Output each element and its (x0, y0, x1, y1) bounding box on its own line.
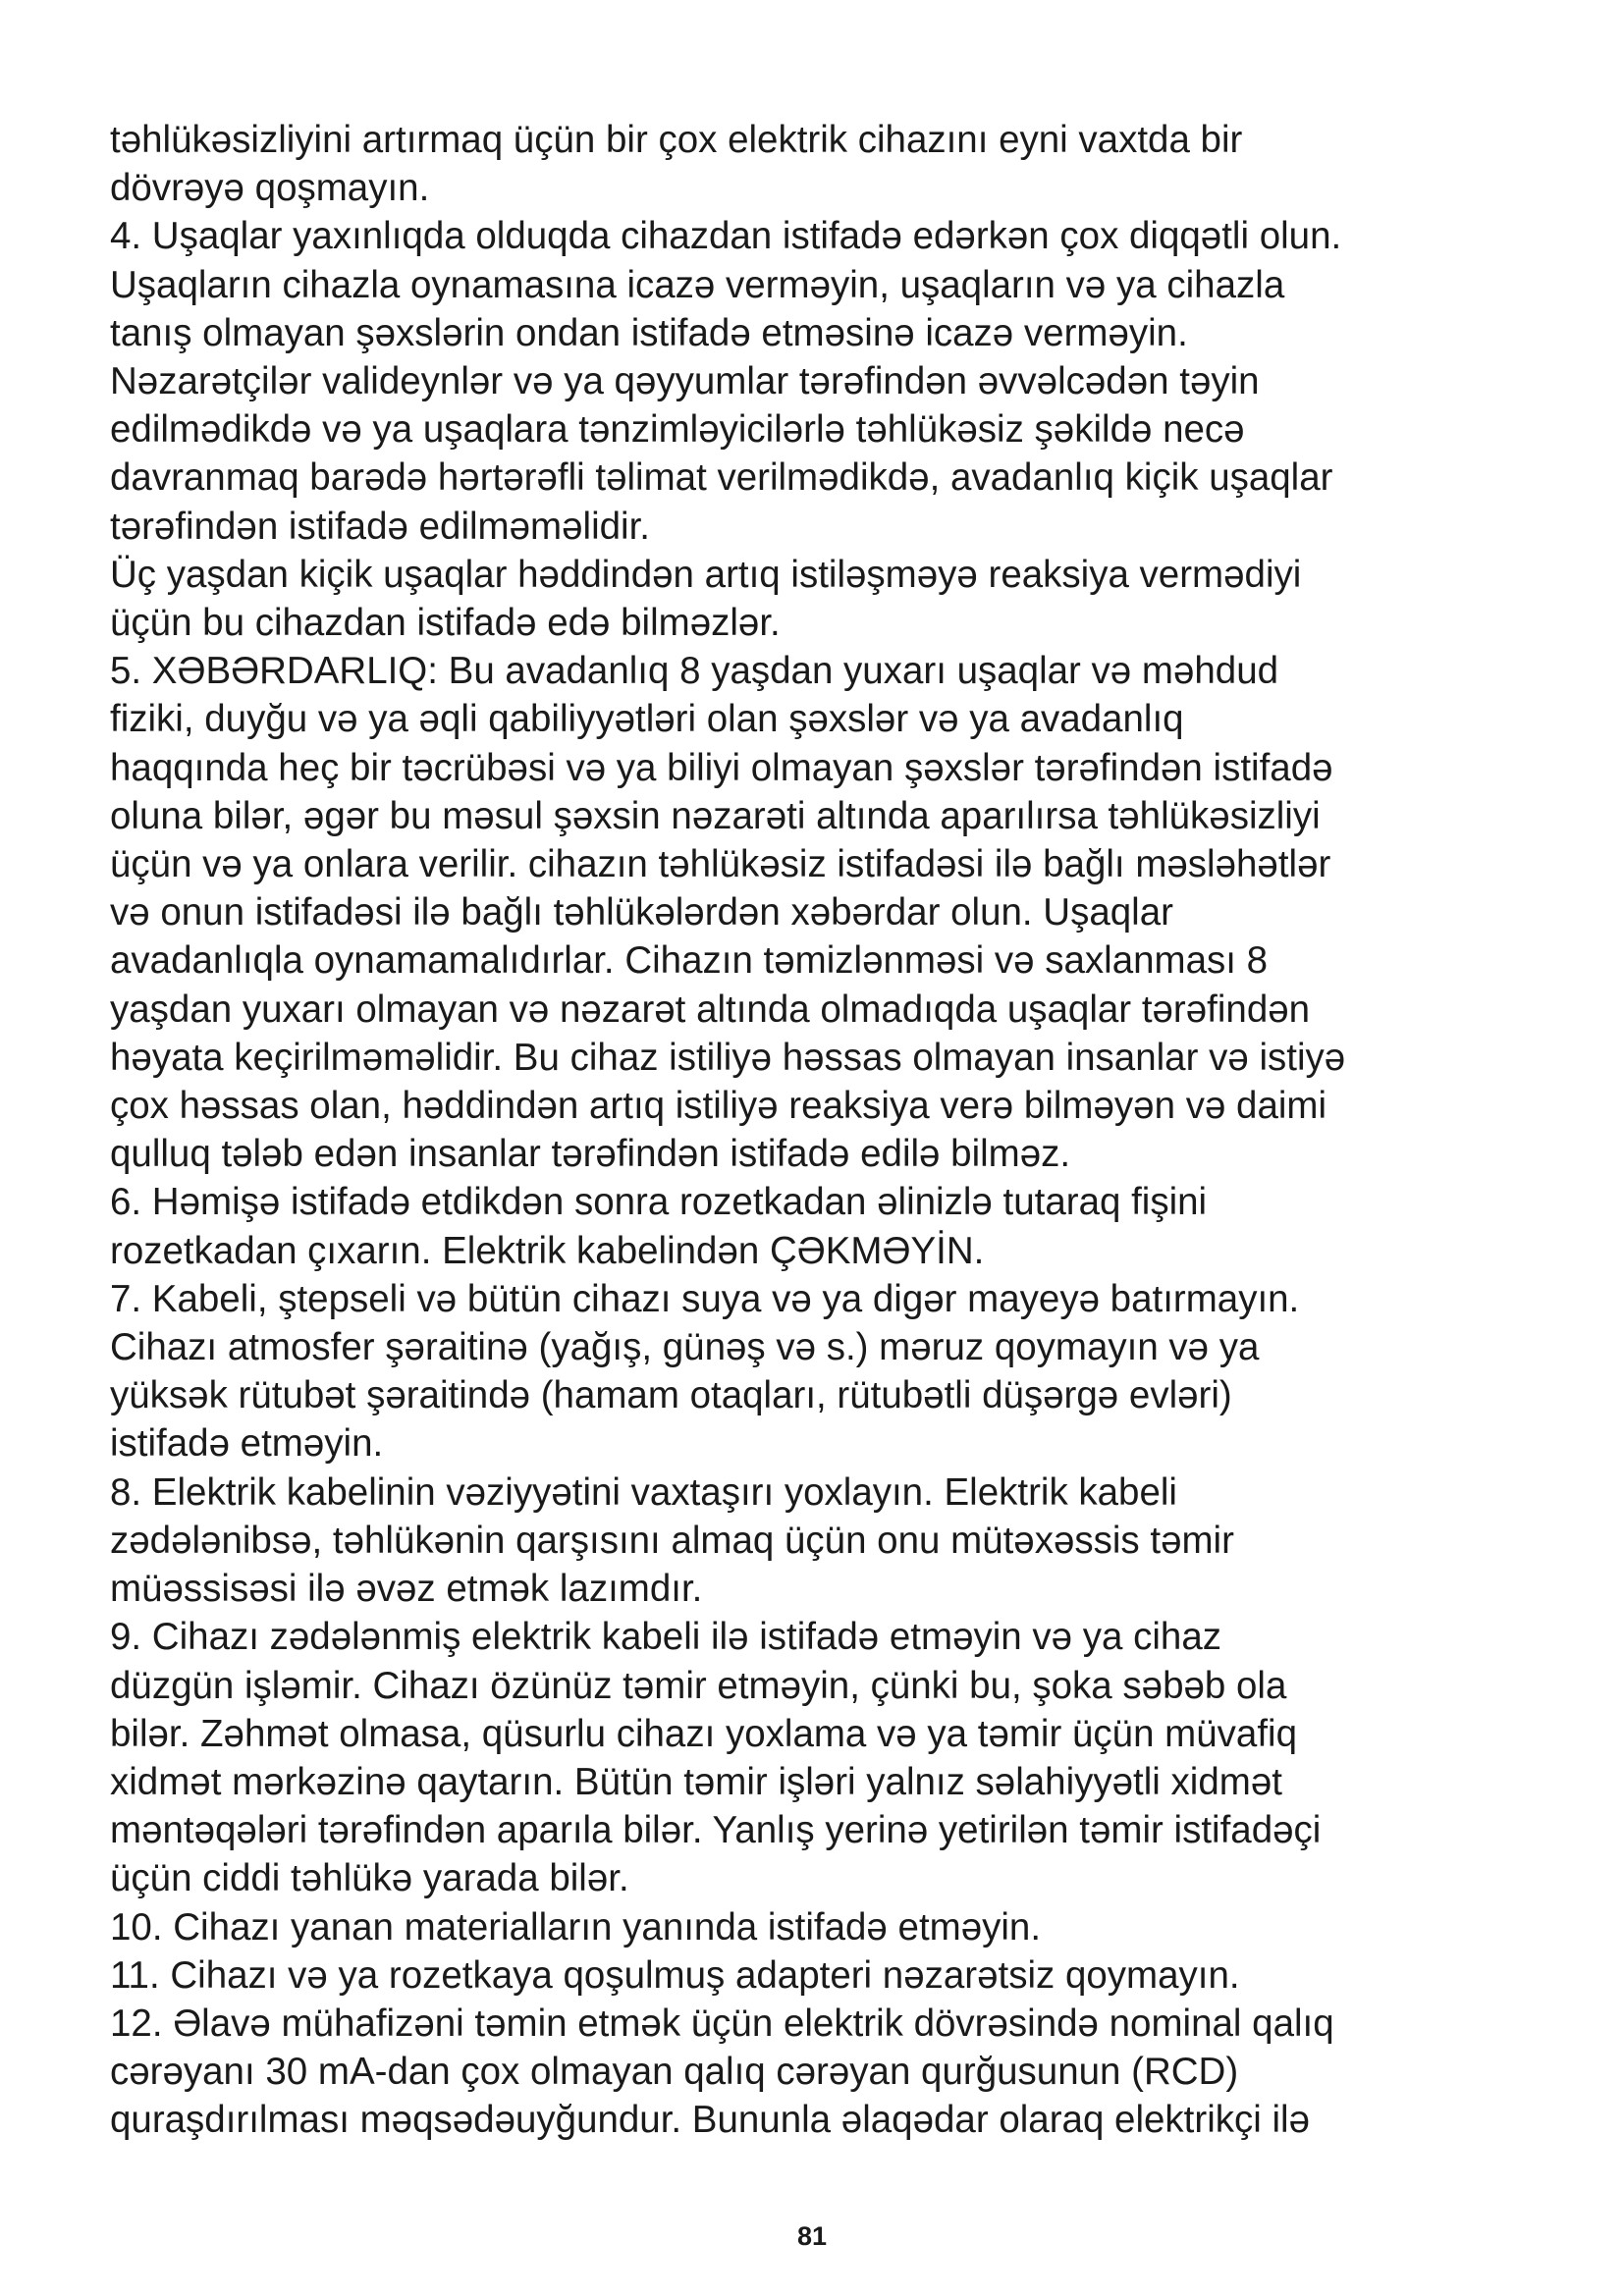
text-line: tərəfindən istifadə edilməməlidir. (110, 505, 650, 548)
paragraph-item-7 (110, 1275, 1524, 1468)
text-line: 4. Uşaqlar yaxınlıqda olduqda cihazdan istifadə edərkən çox diqqətli olun. (110, 215, 1342, 258)
text-line: müəssisəsi ilə əvəz etmək lazımdır. (110, 1568, 703, 1611)
text-line: Nəzarətçilər valideynlər və ya qəyyumlar tərəfindən əvvəlcədən təyin (110, 360, 1260, 403)
paragraph-item-12 (110, 2000, 1524, 2145)
text-line: Cihazı atmosfer şəraitinə (yağış, günəş və s.) məruz qoymayın və ya (110, 1326, 1260, 1369)
text-line: fiziki, duyğu və ya əqli qabiliyyətləri olan şəxslər və ya avadanlıq (110, 698, 1184, 741)
text-line: yaşdan yuxarı olmayan və nəzarət altında olmadıqda uşaqlar tərəfindən (110, 988, 1311, 1031)
text-line: 5. XƏBƏRDARLIQ: Bu avadanlıq 8 yaşdan yuxarı uşaqlar və məhdud (110, 650, 1279, 693)
paragraph-item-5 (110, 647, 1524, 1178)
text-line: 11. Cihazı və ya rozetkaya qoşulmuş adapteri nəzarətsiz qoymayın. (110, 1953, 1240, 1997)
instructions-body (110, 116, 1524, 2145)
text-line: həyata keçirilməməlidir. Bu cihaz istiliyə həssas olmayan insanlar və istiyə (110, 1036, 1346, 1079)
text-line: təhlükəsizliyini artırmaq üçün bir çox elektrik cihazını eyni vaxtda bir (110, 119, 1243, 161)
text-line: 8. Elektrik kabelinin vəziyyətini vaxtaşırı yoxlayın. Elektrik kabeli (110, 1470, 1177, 1514)
paragraph-item-8 (110, 1468, 1524, 1614)
text-line: düzgün işləmir. Cihazı özünüz təmir etməyin, çünki bu, şoka səbəb ola (110, 1664, 1287, 1707)
text-line: qulluq tələb edən insanlar tərəfindən istifadə edilə bilməz. (110, 1133, 1071, 1176)
paragraph-item-10 (110, 1903, 1524, 1951)
text-line: zədələnibsə, təhlükənin qarşısını almaq üçün onu mütəxəssis təmir (110, 1519, 1234, 1562)
paragraph-item-4 (110, 212, 1524, 647)
text-line: xidmət mərkəzinə qaytarın. Bütün təmir işləri yalnız səlahiyyətli xidmət (110, 1760, 1282, 1803)
text-line: 9. Cihazı zədələnmiş elektrik kabeli ilə istifadə etməyin və ya cihaz (110, 1616, 1221, 1659)
text-line: haqqında heç bir təcrübəsi və ya biliyi olmayan şəxslər tərəfindən istifadə (110, 746, 1333, 789)
text-line: çox həssas olan, həddindən artıq istiliyə reaksiya verə bilməyən və daimi (110, 1085, 1327, 1128)
paragraph-item-11 (110, 1951, 1524, 2000)
text-line: quraşdırılması məqsədəuyğundur. Bununla əlaqədar olaraq elektrikçi ilə (110, 2099, 1311, 2142)
text-line: 10. Cihazı yanan materialların yanında istifadə etməyin. (110, 1905, 1042, 1949)
text-line: üçün bu cihazdan istifadə edə bilməzlər. (110, 602, 781, 645)
text-line: 12. Əlavə mühafizəni təmin etmək üçün elektrik dövrəsində nominal qalıq (110, 2002, 1334, 2045)
text-line: bilər. Zəhmət olmasa, qüsurlu cihazı yoxlama və ya təmir üçün müvafiq (110, 1712, 1297, 1755)
text-line: məntəqələri tərəfindən aparıla bilər. Yanlış yerinə yetirilən təmir istifadəçi (110, 1809, 1322, 1852)
text-line: Üç yaşdan kiçik uşaqlar həddindən artıq istiləşməyə reaksiya vermədiyi (110, 553, 1302, 596)
page-number: 81 (796, 2221, 828, 2251)
text-line: 6. Həmişə istifadə etdikdən sonra rozetkadan əlinizlə tutaraq fişini (110, 1181, 1208, 1224)
text-line: dövrəyə qoşmayın. (110, 167, 430, 210)
text-line: cərəyanı 30 mA-dan çox olmayan qalıq cərəyan qurğusunun (RCD) (110, 2051, 1239, 2094)
text-line: tanış olmayan şəxslərin ondan istifadə etməsinə icazə verməyin. (110, 311, 1188, 354)
text-line: yüksək rütubət şəraitində (hamam otaqları, rütubətli düşərgə evləri) (110, 1374, 1232, 1417)
text-line: üçün ciddi təhlükə yarada bilər. (110, 1857, 629, 1900)
text-line: 7. Kabeli, ştepseli və bütün cihazı suya və ya digər mayeyə batırmayın. (110, 1277, 1300, 1320)
paragraph-item-6 (110, 1178, 1524, 1274)
text-line: oluna bilər, əgər bu məsul şəxsin nəzarəti altında aparılırsa təhlükəsizliyi (110, 794, 1321, 837)
text-line: və onun istifadəsi ilə bağlı təhlükələrdən xəbərdar olun. Uşaqlar (110, 891, 1173, 934)
text-line: avadanlıqla oynamamalıdırlar. Cihazın təmizlənməsi və saxlanması 8 (110, 939, 1269, 983)
paragraph-intro (110, 116, 1524, 212)
text-line: davranmaq barədə hərtərəfli təlimat verilmədikdə, avadanlıq kiçik uşaqlar (110, 456, 1333, 500)
paragraph-item-9 (110, 1613, 1524, 1902)
text-line: edilmədikdə və ya uşaqlara tənzimləyicilərlə təhlükəsiz şəkildə necə (110, 408, 1245, 452)
text-line: üçün və ya onlara verilir. cihazın təhlükəsiz istifadəsi ilə bağlı məsləhətlər (110, 843, 1331, 886)
text-line: Uşaqların cihazla oynamasına icazə verməyin, uşaqların və ya cihazla (110, 263, 1285, 306)
text-line: rozetkadan çıxarın. Elektrik kabelindən ÇƏKMƏYİN. (110, 1229, 985, 1272)
text-line: istifadə etməyin. (110, 1422, 384, 1466)
